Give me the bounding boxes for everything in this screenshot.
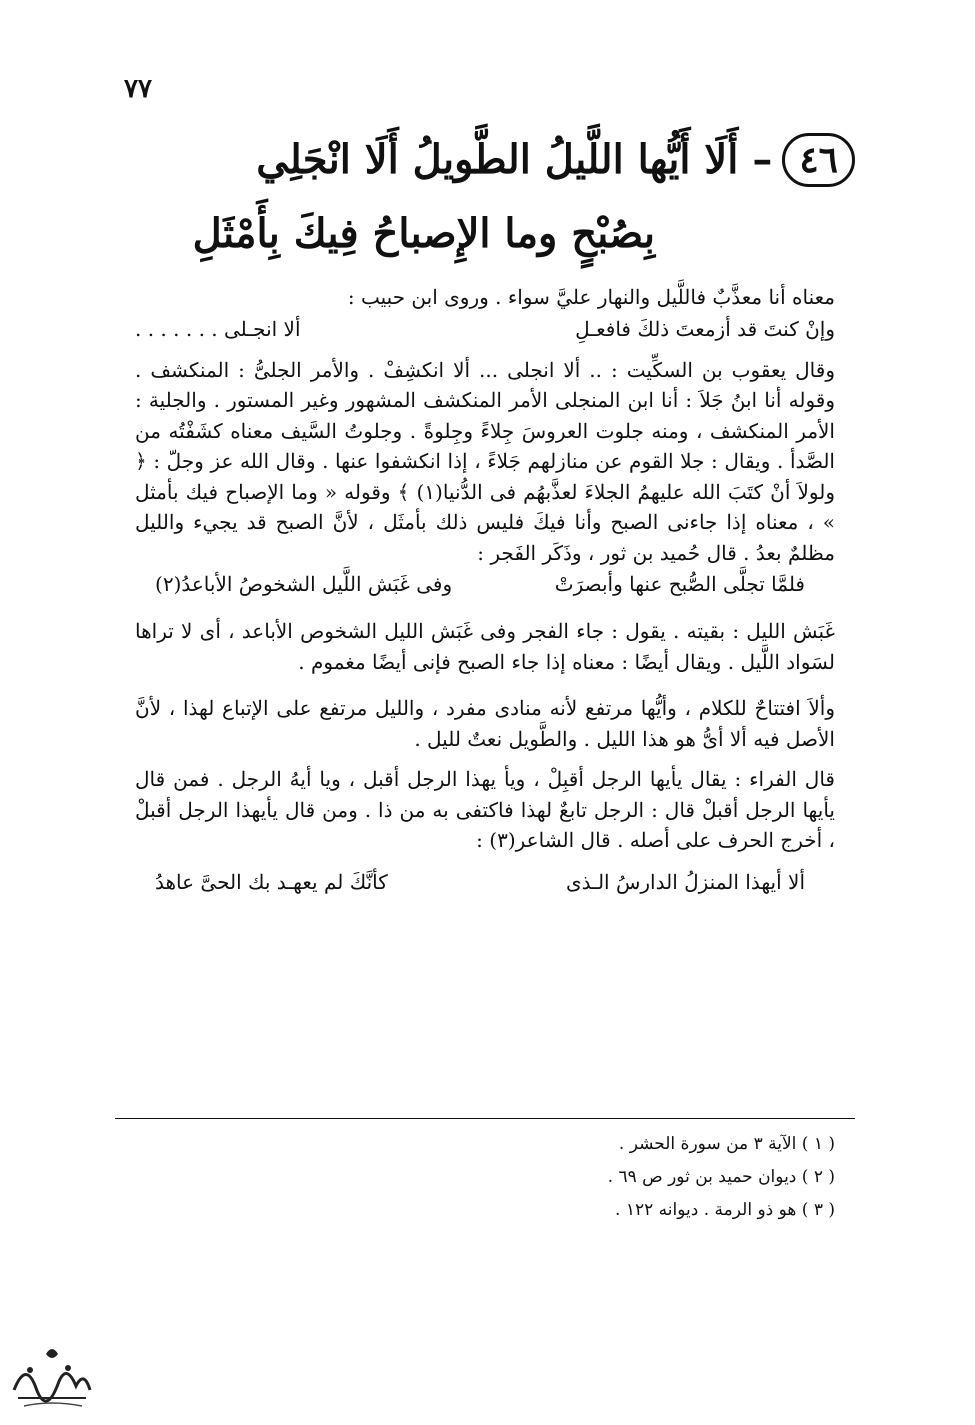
paragraph-2: وقال يعقوب بن السكِّيت : .. ألا انجلى ... ألا انكشِفْ . والأمر الجلىُّ : المنكشف . وقوله أنا ابنُ جَلاَ : أنا ابن المنجلى الأمر المنكشف المشهور وغير المستور . والجلية : الأمر المنكشف ، ومنه جلوت العروسَ جِلاءً وجِلوةً . وجلوتُ السَّيف معناه كشَفْتُه من الصَّدأ . ويقال : جلا القوم عن منازلهم جَلاءً ، إذا انكشفوا عنها . وقال الله عز وجلّ : ﴿ ولولاَ أنْ كتَبَ الله عليهمُ الجلاءَ لعذَّبهُم فى الدُّنيا(١) ﴾ وقوله « وما الإصباح فيك بأمثل » ، معناه إذا جاءنى الصبح وأنا فيكَ فليس ذلك بأمثَل ، لأنَّ الصبح قد يجيء والليل مظلمٌ بعدُ . قال حُميد بن ثور ، وذَكَر الفَجر : — [135, 357, 835, 565]
verse-number: ٤٦ — [782, 133, 855, 187]
footnotes — [135, 1128, 835, 1227]
quote-verse-3 — [135, 866, 835, 898]
commentary-text — [135, 282, 835, 898]
verse-line-1 — [115, 130, 855, 190]
quote-2-left: وفى غَبَش اللَّيل الشخوصُ الأباعدُ(٢) — [155, 572, 453, 596]
verse-block — [115, 130, 855, 264]
quote-1-right: وإنْ كنتَ قد أزمعتَ ذلكَ فافعـلِ — [575, 316, 835, 341]
quote-2-right: فلمَّا تجلَّى الصُّبح عنها وأبصرَتْ — [554, 572, 805, 596]
footnote-divider — [115, 1118, 855, 1119]
page-number: ٧٧ — [124, 74, 152, 104]
paragraph-1: معناه أنا معذَّبٌ فاللَّيل والنهار عليَّ سواء . وروى ابن حبيب : — [347, 285, 835, 309]
library-stamp-logo — [6, 1340, 96, 1412]
quote-verse-1 — [135, 313, 835, 345]
footnote-1: ( ١ ) الآية ٣ من سورة الحشر . — [618, 1134, 835, 1154]
verse-second-hemistich: بِصُبْحٍ وما الإِصباحُ فِيكَ بِأَمْثَلِ — [192, 210, 655, 257]
paragraph-5: قال الفراء : يقال يأيها الرجل أقبِلْ ، ويأ يهذا الرجل أقبل ، ويا أيهُ الرجل . فمن قال يأيها الرجل أقبلْ قال : الرجل تابعٌ لهذا فاكتفى به من ذا . ومن قال يأيهذا الرجل أقبلْ ، أخرج الحرف على أصله . قال الشاعر(٣) : — [135, 767, 835, 852]
footnote-2: ( ٢ ) ديوان حميد بن ثور ص ٦٩ . — [607, 1167, 835, 1187]
verse-dash: – — [752, 136, 773, 183]
footnote-3: ( ٣ ) هو ذو الرمة . ديوانه ١٢٢ . — [615, 1200, 835, 1220]
quote-3-right: ألا أيهذا المنزلُ الدارسُ الـذى — [565, 869, 805, 894]
verse-first-hemistich: أَلَا أَيُّها اللَّيلُ الطَّويلُ أَلَا انْجَلِي — [256, 136, 739, 183]
paragraph-3: غَبَش الليل : بقيته . يقول : جاء الفجر وفى غَبَش الليل الشخوص الأباعد ، أى لا تراها لسَواد اللَّيل . ويقال أيضًا : معناه إذا جاء الصبح فإنى أيضًا مغموم . — [135, 619, 835, 674]
paragraph-4: وألاَ افتتاحٌ للكلام ، وأيُّها مرتفع لأنه منادى مفرد ، والليل مرتفع على الإتباع لهذا ، لأنَّ الأصل فيه ألا أىُّ هو هذا الليل . والطَّويل نعتٌ لليل . — [135, 696, 835, 751]
quote-3-left: كأنَّكَ لم يعهـد بك الحىَّ عاهدُ — [155, 869, 388, 894]
quote-verse-2 — [135, 568, 835, 600]
quote-1-left: ألا انجـلى . . . . . . . — [135, 316, 301, 341]
